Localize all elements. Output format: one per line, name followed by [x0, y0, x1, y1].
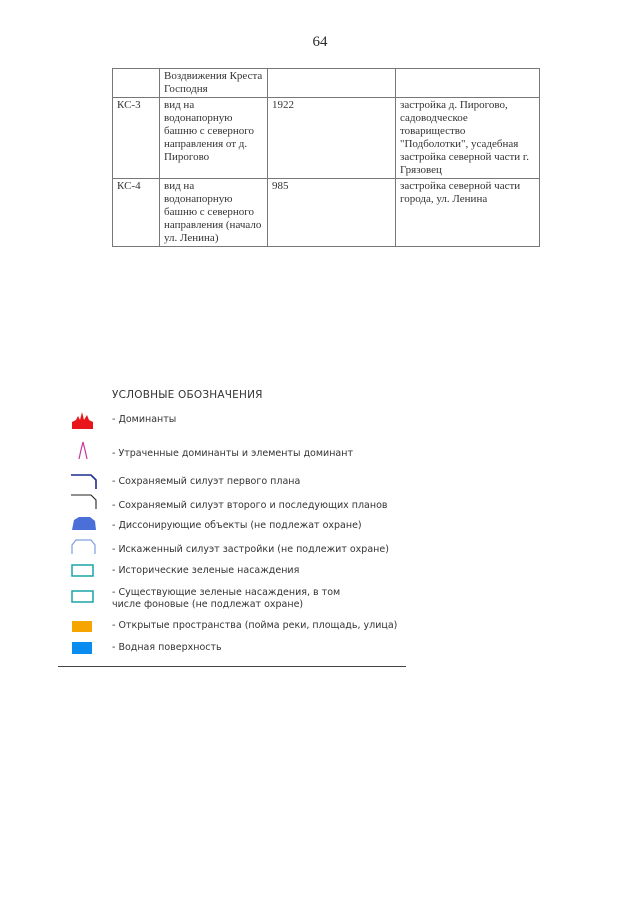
legend-title: УСЛОВНЫЕ ОБОЗНАЧЕНИЯ — [112, 389, 263, 401]
legend-label: - Утраченные доминанты и элементы доминант — [112, 448, 353, 459]
legend-label: - Сохраняемый силуэт первого плана — [112, 476, 301, 487]
dissonant-object-icon — [70, 514, 98, 532]
table-cell: 1922 — [268, 98, 396, 179]
second-plan-silhouette-icon — [70, 492, 98, 510]
dominant-icon — [70, 408, 96, 430]
existing-green-icon — [70, 589, 98, 605]
table-cell: вид на водонапорную башню с северного направления от д. Пирогово — [160, 98, 268, 179]
table-cell: КС-3 — [113, 98, 160, 179]
page-number: 64 — [312, 34, 328, 50]
historic-green-icon — [70, 563, 98, 579]
legend-label: - Искаженный силуэт застройки (не подлежит охране) — [112, 544, 389, 555]
legend-label: - Доминанты — [112, 414, 177, 425]
legend-label: - Существующие зеленые насаждения, в том числе фоновые (не подлежат охране) — [112, 587, 341, 610]
lost-dominant-icon — [70, 440, 96, 460]
table-cell: КС-4 — [113, 179, 160, 247]
legend-label: - Исторические зеленые насаждения — [112, 565, 300, 576]
table-cell: застройка д. Пирогово, садоводческое товарищество "Подболотки", усадебная застройка северной части г. Грязовец — [396, 98, 540, 179]
legend-label: - Водная поверхность — [112, 642, 222, 653]
distorted-silhouette-icon — [70, 537, 98, 555]
first-plan-silhouette-icon — [70, 472, 98, 490]
table-cell: вид на водонапорную башню с северного направления (начало ул. Ленина) — [160, 179, 268, 247]
water-icon — [72, 642, 92, 654]
legend-label: - Диссонирующие объекты (не подлежат охране) — [112, 520, 362, 531]
divider — [58, 666, 406, 667]
table-cell: 985 — [268, 179, 396, 247]
table-cell: застройка северной части города, ул. Ленина — [396, 179, 540, 247]
table-cell: Воздвижения Креста Господня — [160, 69, 268, 98]
legend-label: - Открытые пространства (пойма реки, площадь, улица) — [112, 620, 398, 631]
open-space-icon — [72, 621, 92, 632]
legend-label: - Сохраняемый силуэт второго и последующих планов — [112, 500, 388, 511]
